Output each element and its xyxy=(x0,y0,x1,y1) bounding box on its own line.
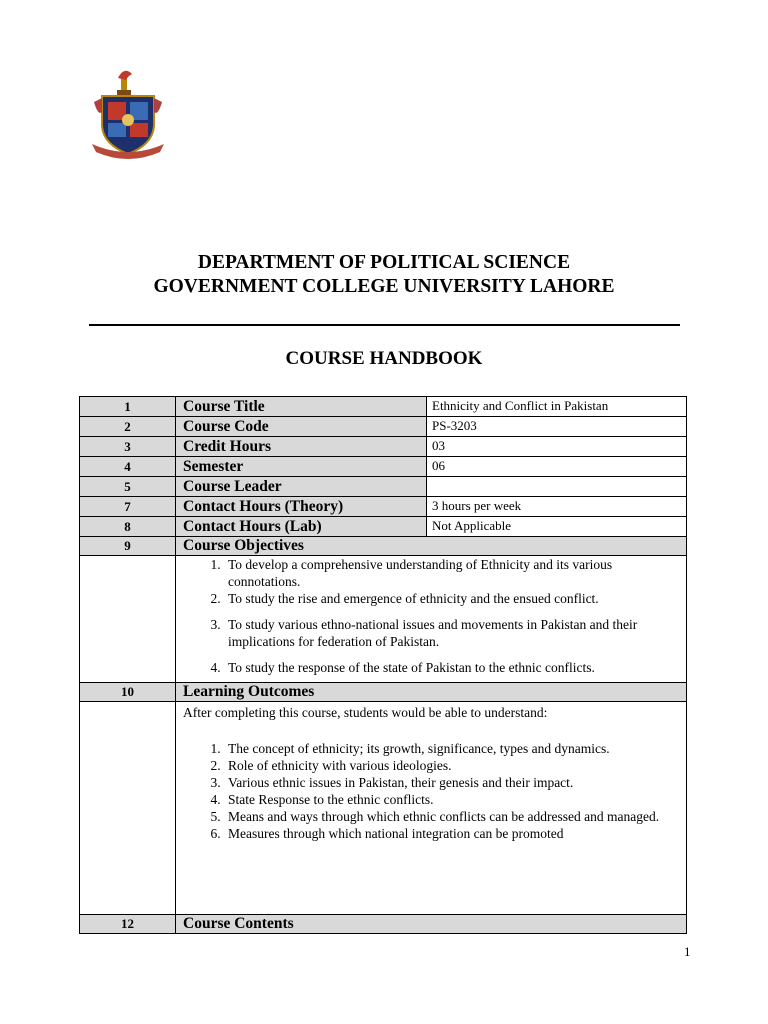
row-value xyxy=(427,477,687,497)
university-name: GOVERNMENT COLLEGE UNIVERSITY LAHORE xyxy=(153,276,615,297)
document-title: COURSE HANDBOOK xyxy=(285,348,483,369)
row-label: Contact Hours (Lab) xyxy=(176,517,427,537)
row-number: 8 xyxy=(80,517,176,537)
section-header-outcomes xyxy=(80,683,687,702)
row-label: Credit Hours xyxy=(176,437,427,457)
list-item: 2. To study the rise and emergence of ethnicity and the ensued conflict. xyxy=(224,590,686,607)
outcomes-intro: After completing this course, students would be able to understand: xyxy=(183,705,548,720)
row-value: PS-3203 xyxy=(427,417,687,437)
table-row xyxy=(80,457,687,477)
list-item: 4. State Response to the ethnic conflicts. xyxy=(224,791,686,808)
university-crest-icon xyxy=(88,68,168,160)
section-header-contents xyxy=(80,915,687,934)
table-row xyxy=(80,497,687,517)
course-details-table xyxy=(79,396,687,934)
section-title: Course Contents xyxy=(176,915,687,934)
list-item: 6. Measures through which national integration can be promoted xyxy=(224,825,686,842)
section-title: Course Objectives xyxy=(176,537,687,556)
list-item: 1. The concept of ethnicity; its growth, significance, types and dynamics. xyxy=(224,740,686,757)
list-item: 2. Role of ethnicity with various ideologies. xyxy=(224,757,686,774)
row-label: Course Title xyxy=(176,397,427,417)
row-value: Not Applicable xyxy=(427,517,687,537)
objectives-body xyxy=(80,556,687,683)
section-title: Learning Outcomes xyxy=(176,683,687,702)
list-item: 5. Means and ways through which ethnic conflicts can be addressed and managed. xyxy=(224,808,686,825)
list-item: 1. To develop a comprehensive understanding of Ethnicity and its various connotations. xyxy=(224,556,686,590)
outcomes-list xyxy=(176,740,686,842)
row-number: 9 xyxy=(80,537,176,556)
row-number: 5 xyxy=(80,477,176,497)
row-value: Ethnicity and Conflict in Pakistan xyxy=(427,397,687,417)
row-number: 10 xyxy=(80,683,176,702)
row-value: 3 hours per week xyxy=(427,497,687,517)
row-number: 12 xyxy=(80,915,176,934)
table-row xyxy=(80,517,687,537)
row-number: 1 xyxy=(80,397,176,417)
section-header-objectives xyxy=(80,537,687,556)
row-value: 03 xyxy=(427,437,687,457)
list-item: 3. To study various ethno-national issues and movements in Pakistan and their implications for federation of Pakistan. xyxy=(224,616,686,650)
department-name: DEPARTMENT OF POLITICAL SCIENCE xyxy=(197,252,571,273)
page-number: 1 xyxy=(684,944,691,959)
row-label: Course Code xyxy=(176,417,427,437)
row-label: Course Leader xyxy=(176,477,427,497)
row-number: 4 xyxy=(80,457,176,477)
row-number: 2 xyxy=(80,417,176,437)
table-row xyxy=(80,397,687,417)
row-value: 06 xyxy=(427,457,687,477)
table-row xyxy=(80,477,687,497)
row-label: Semester xyxy=(176,457,427,477)
outcomes-body xyxy=(80,702,687,915)
table-row xyxy=(80,417,687,437)
objectives-list xyxy=(176,556,686,676)
row-number: 3 xyxy=(80,437,176,457)
table-row xyxy=(80,437,687,457)
header-divider xyxy=(89,324,680,326)
row-label: Contact Hours (Theory) xyxy=(176,497,427,517)
list-item: 4. To study the response of the state of Pakistan to the ethnic conflicts. xyxy=(224,659,686,676)
row-number: 7 xyxy=(80,497,176,517)
list-item: 3. Various ethnic issues in Pakistan, their genesis and their impact. xyxy=(224,774,686,791)
